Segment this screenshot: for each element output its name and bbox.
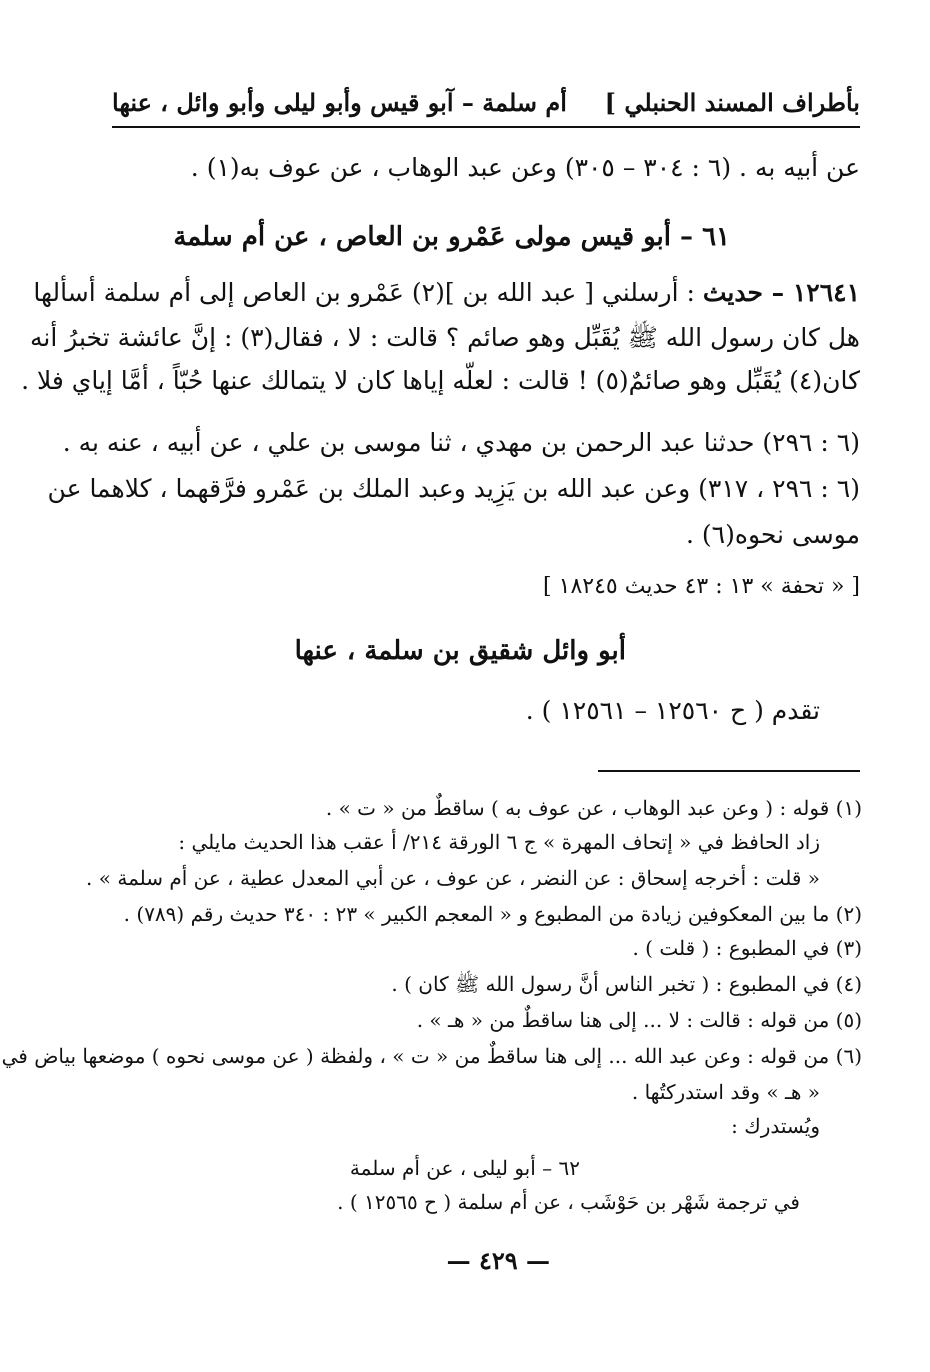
footnote-continuation: « هـ » وقد استدركتُها . (631, 1080, 820, 1104)
section-heading: ٦١ – أبو قيس مولى عَمْرو بن العاص ، عن أم سلمة (173, 222, 730, 252)
footnote: (٥) من قوله : قالت : لا ... إلى هنا ساقطٌ من « هـ » . (416, 1008, 862, 1032)
page-number: — ٤٢٩ — (446, 1246, 550, 1275)
footnote-continuation: في ترجمة شَهْر بن حَوْشَب ، عن أم سلمة ( ح ١٢٥٦٥ ) . (337, 1190, 800, 1214)
hadith-line (33, 278, 860, 307)
isnad-line: (٦ : ٢٩٦) حدثنا عبد الرحمن بن مهدي ، ثنا موسى بن علي ، عن أبيه ، عنه به . (62, 428, 860, 457)
footnote-continuation: « قلت : أخرجه إسحاق : عن النضر ، عن عوف ، عن أبي المعدل عطية ، عن أم سلمة » . (86, 866, 820, 890)
hadith-number: ١٢٦٤١ – حديث (702, 278, 860, 307)
header-rule (112, 126, 860, 128)
footnote-continuation: زاد الحافظ في « إتحاف المهرة » ج ٦ الورقة ٢١٤/ أ عقب هذا الحديث مايلي : (178, 830, 820, 854)
footnote: (٢) ما بين المعكوفين زيادة من المطبوع و « المعجم الكبير » ٢٣ : ٣٤٠ حديث رقم (٧٨٩) . (123, 902, 862, 926)
footnote-continuation: ويُستدرك : (731, 1114, 820, 1138)
isnad-line: (٦ : ٢٩٦ ، ٣١٧) وعن عبد الله بن يَزِيد وعبد الملك بن عَمْرو فرَّقهما ، كلاهما عن (47, 474, 860, 503)
hadith-line: هل كان رسول الله ﷺ يُقَبِّل وهو صائم ؟ قالت : لا ، فقال(٣) : إنَّ عائشة تخبرُ أنه (29, 323, 860, 352)
isnad-line: موسى نحوه(٦) . (686, 520, 860, 549)
footnote: (٤) في المطبوع : ( تخبر الناس أنَّ رسول الله ﷺ كان ) . (391, 972, 862, 996)
footnote: (٣) في المطبوع : ( قلت ) . (632, 936, 862, 960)
hadith-text: : أرسلني [ عبد الله بن ](٢) عَمْرو بن العاص إلى أم سلمة أسألها (33, 278, 695, 307)
footnote: (١) قوله : ( وعن عبد الوهاب ، عن عوف به ) ساقطٌ من « ت » . (325, 796, 862, 820)
footnote-continuation: ٦٢ – أبو ليلى ، عن أم سلمة (349, 1156, 580, 1180)
footnote: (٦) من قوله : وعن عبد الله ... إلى هنا ساقطٌ من « ت » ، ولفظة ( عن موسى نحوه ) موضعها بياض في (1, 1044, 862, 1068)
text-line: عن أبيه به . (٦ : ٣٠٤ – ٣٠٥) وعن عبد الوهاب ، عن عوف به(١) . (190, 153, 860, 182)
footnote-rule (598, 770, 860, 772)
hadith-line: كان(٤) يُقَبِّل وهو صائمٌ(٥) ! قالت : لعلّه إياها كان لا يتمالك عنها حُبّاً ، أمَّا إياي فلا . (21, 366, 860, 395)
running-header-title: بأطراف المسند الحنبلي ] (604, 88, 860, 117)
tuhfa-reference: [ « تحفة » ١٣ : ٤٣ حديث ١٨٢٤٥ ] (543, 574, 860, 599)
running-header-section: أم سلمة – آبو قيس وأبو ليلى وأبو وائل ، عنها (112, 88, 567, 117)
cross-reference: تقدم ( ح ١٢٥٦٠ – ١٢٥٦١ ) . (525, 696, 820, 725)
section-heading: أبو وائل شقيق بن سلمة ، عنها (294, 636, 626, 666)
